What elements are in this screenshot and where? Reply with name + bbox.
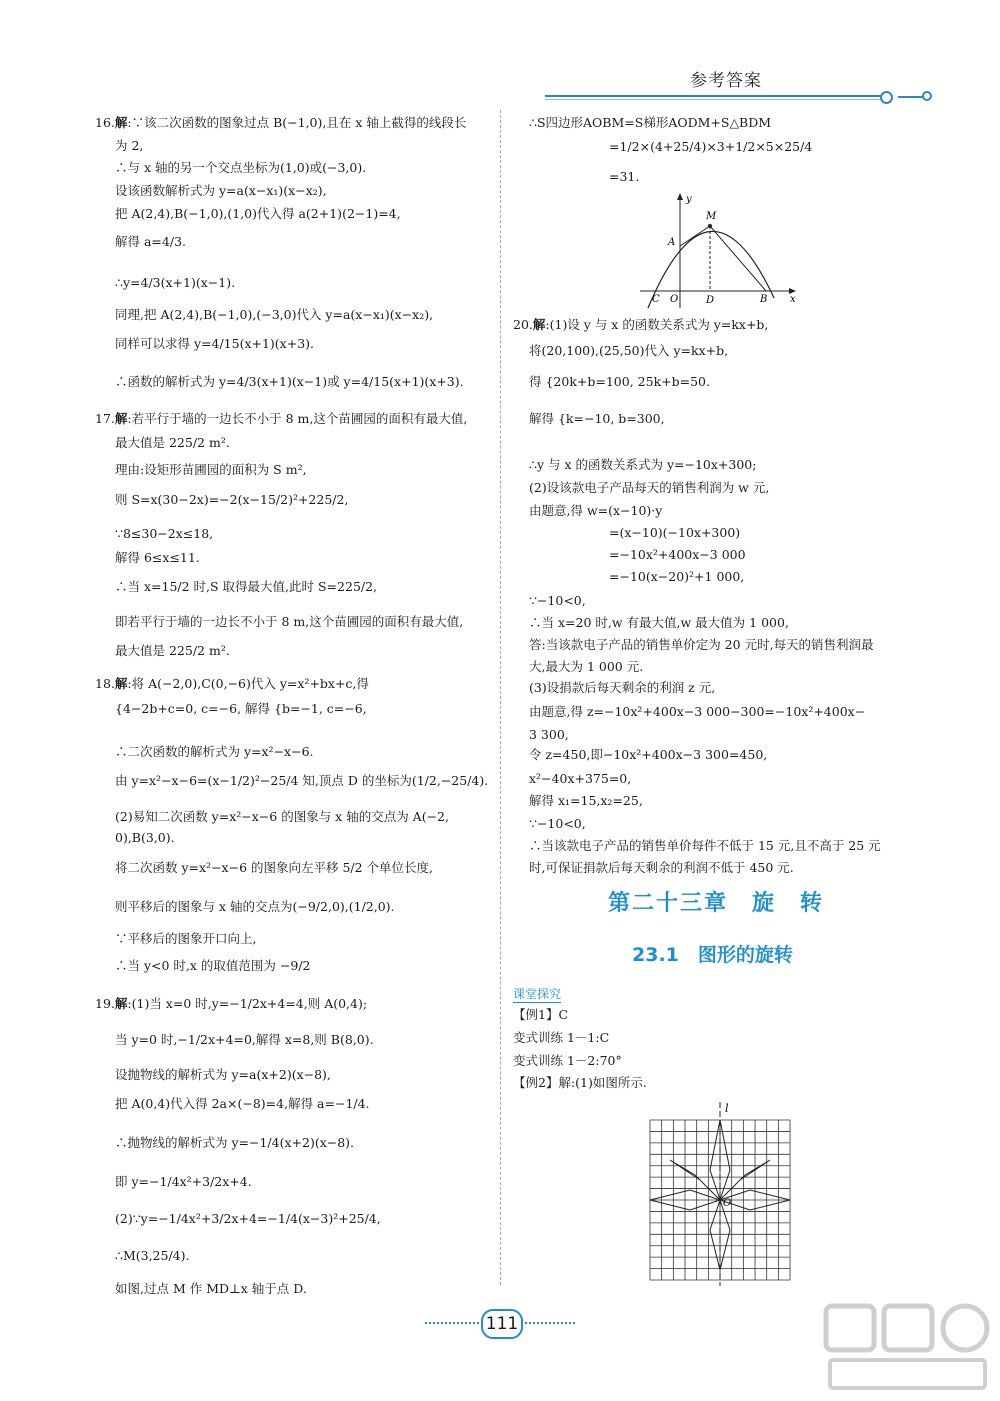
right-col-line: 将(20,100),(25,50)代入 y=kx+b,: [529, 343, 729, 358]
left-col-line: ∴二次函数的解析式为 y=x²−x−6.: [115, 744, 314, 759]
right-col-line: (2)设该款电子产品每天的销售利润为 w 元,: [529, 480, 770, 495]
header-circle-small-icon: [922, 91, 932, 101]
left-col-line: 当 y=0 时,−1/2x+4=0,解得 x=8,则 B(8,0).: [115, 1032, 374, 1047]
graph-label-y: y: [686, 194, 692, 205]
right-col-line: =−10(x−20)²+1 000,: [609, 569, 745, 584]
graph-label-C: C: [652, 294, 660, 305]
right-col-line: =31.: [609, 169, 640, 184]
right-col-line: ∵−10<0,: [529, 593, 586, 608]
left-col-line: 同理,把 A(2,4),B(−1,0),(−3,0)代入 y=a(x−x₁)(x−x₂),: [115, 307, 434, 322]
right-col-line: 由题意,得 z=−10x²+400x−3 000−300=−10x²+400x−: [529, 704, 866, 719]
right-col-line: =−10x²+400x−3 000: [609, 547, 746, 562]
left-col-line: ∵平移后的图象开口向上,: [115, 931, 257, 946]
right-col-line: 20.解:(1)设 y 与 x 的函数关系式为 y=kx+b,: [513, 317, 769, 332]
header-circle-icon: [880, 91, 893, 104]
left-col-line: 则平移后的图象与 x 轴的交点为(−9/2,0),(1/2,0).: [115, 899, 395, 914]
right-col-line: 大,最大为 1 000 元.: [529, 659, 644, 674]
left-col-line: 即若平行于墙的一边长不小于 8 m,这个苗圃园的面积有最大值,: [115, 614, 464, 629]
column-divider: [500, 110, 501, 1285]
right-col-line: ∴当 x=20 时,w 有最大值,w 最大值为 1 000,: [529, 615, 789, 630]
left-col-line: 即 y=−1/4x²+3/2x+4.: [115, 1174, 252, 1189]
right-col-line: 解得 x₁=15,x₂=25,: [529, 793, 643, 808]
right-col-line: 3 300,: [529, 727, 569, 742]
left-col-line: ∵8≤30−2x≤18,: [115, 526, 214, 541]
right-col-line: x²−40x+375=0,: [529, 771, 632, 786]
left-col-line: ∴y=4/3(x+1)(x−1).: [115, 275, 236, 290]
left-col-line: 由 y=x²−x−6=(x−1/2)²−25/4 知,顶点 D 的坐标为(1/2,−25/4).: [115, 773, 489, 788]
left-col-line: (2)∵y=−1/4x²+3/2x+4=−1/4(x−3)²+25/4,: [115, 1211, 381, 1226]
left-col-line: 17.解:若平行于墙的一边长不小于 8 m,这个苗圃园的面积有最大值,: [95, 411, 468, 426]
page-number: 111: [481, 1309, 523, 1339]
left-col-line: 将二次函数 y=x²−x−6 的图象向左平移 5/2 个单位长度,: [115, 860, 434, 875]
lower-right-line: 【例2】解:(1)如图所示.: [513, 1075, 647, 1090]
left-col-line: 0),B(3,0).: [115, 830, 175, 845]
header-rule: [545, 95, 890, 97]
left-col-line: ∴M(3,25/4).: [115, 1248, 190, 1263]
lower-right-line: 变式训练 1－1:C: [513, 1030, 610, 1045]
left-col-line: ∴当 x=15/2 时,S 取得最大值,此时 S=225/2,: [115, 579, 378, 594]
right-col-line: =(x−10)(−10x+300): [609, 525, 741, 540]
right-col-line: ∵−10<0,: [529, 816, 586, 831]
left-col-line: 设该函数解析式为 y=a(x−x₁)(x−x₂),: [115, 183, 327, 198]
graph-label-A: A: [668, 237, 676, 248]
graph-label-M: M: [706, 211, 717, 222]
left-col-line: 18.解:将 A(−2,0),C(0,−6)代入 y=x²+bx+c,得: [95, 676, 369, 691]
graph-label-D: D: [706, 295, 715, 306]
grid-label-O: O: [723, 1198, 732, 1209]
left-col-line: ∴与 x 轴的另一个交点坐标为(1,0)或(−3,0).: [115, 160, 367, 175]
right-col-line: 令 z=450,即−10x²+400x−3 300=450,: [529, 747, 768, 762]
right-col-line: 时,可保证捐款后每天剩余的利润不低于 450 元.: [529, 860, 794, 875]
left-col-line: 最大值是 225/2 m².: [115, 643, 230, 658]
right-col-line: 答:当该款电子产品的销售单价定为 20 元时,每天的销售利润最: [529, 637, 874, 652]
left-col-line: (2)易知二次函数 y=x²−x−6 的图象与 x 轴的交点为 A(−2,: [115, 809, 449, 824]
chapter-title: 第二十三章 旋 转: [608, 891, 825, 916]
left-col-line: 解得 a=4/3.: [115, 234, 186, 249]
header-rule-thin: [545, 99, 890, 100]
lower-right-line: 【例1】C: [513, 1007, 569, 1022]
left-col-line: 把 A(2,4),B(−1,0),(1,0)代入得 a(2+1)(2−1)=4,: [115, 206, 401, 221]
left-col-line: 解得 6≤x≤11.: [115, 550, 200, 565]
left-col-line: 设抛物线的解析式为 y=a(x+2)(x−8),: [115, 1067, 331, 1082]
left-col-line: 同样可以求得 y=4/15(x+1)(x+3).: [115, 336, 315, 351]
right-col-line: 得 {20k+b=100, 25k+b=50.: [529, 374, 710, 389]
graph-label-B: B: [760, 294, 768, 305]
right-col-line: ∴当该款电子产品的销售单价每件不低于 15 元,且不高于 25 元: [529, 838, 881, 853]
lower-right-line: 变式训练 1－2:70°: [513, 1053, 622, 1068]
left-col-line: {4−2b+c=0, c=−6, 解得 {b=−1, c=−6,: [115, 701, 367, 716]
right-col-line: =1/2×(4+25/4)×3+1/2×5×25/4: [609, 139, 813, 154]
left-col-line: 19.解:(1)当 x=0 时,y=−1/2x+4=4,则 A(0,4);: [95, 996, 368, 1011]
section-tag: 课堂探究: [513, 987, 562, 1001]
left-col-line: 则 S=x(30−2x)=−2(x−15/2)²+225/2,: [115, 492, 349, 507]
rotation-grid-figure: [640, 1100, 800, 1290]
section-title: 23.1 图形的旋转: [632, 944, 793, 966]
left-col-line: ∴抛物线的解析式为 y=−1/4(x+2)(x−8).: [115, 1135, 355, 1150]
right-col-line: ∴y 与 x 的函数关系式为 y=−10x+300;: [529, 457, 757, 472]
grid-label-l: l: [725, 1102, 729, 1115]
left-col-line: 16.解:∵该二次函数的图象过点 B(−1,0),且在 x 轴上截得的线段长: [95, 115, 467, 130]
left-col-line: 把 A(0,4)代入得 2a×(−8)=4,解得 a=−1/4.: [115, 1096, 370, 1111]
left-col-line: ∴函数的解析式为 y=4/3(x+1)(x−1)或 y=4/15(x+1)(x+3).: [115, 374, 464, 389]
left-col-line: 理由:设矩形苗圃园的面积为 S m²,: [115, 462, 307, 477]
right-col-line: (3)设捐款后每天剩余的利润 z 元,: [529, 680, 716, 695]
right-col-line: 解得 {k=−10, b=300,: [529, 411, 665, 426]
graph-label-x: x: [790, 294, 796, 305]
parabola-graph: [640, 190, 810, 310]
left-col-line: ∴当 y<0 时,x 的取值范围为 −9/2: [115, 958, 311, 973]
left-col-line: 为 2,: [115, 138, 144, 153]
right-col-line: 由题意,得 w=(x−10)·y: [529, 503, 663, 518]
right-col-line: ∴S四边形AOBM=S梯形AODM+S△BDM: [529, 115, 772, 130]
watermark-logo: [820, 1300, 995, 1396]
graph-label-O: O: [670, 294, 679, 305]
left-col-line: 如图,过点 M 作 MD⊥x 轴于点 D.: [115, 1281, 307, 1296]
left-col-line: 最大值是 225/2 m².: [115, 435, 230, 450]
header-title: 参考答案: [690, 71, 762, 91]
page-dots-right: [521, 1322, 575, 1324]
page-dots-left: [425, 1322, 479, 1324]
